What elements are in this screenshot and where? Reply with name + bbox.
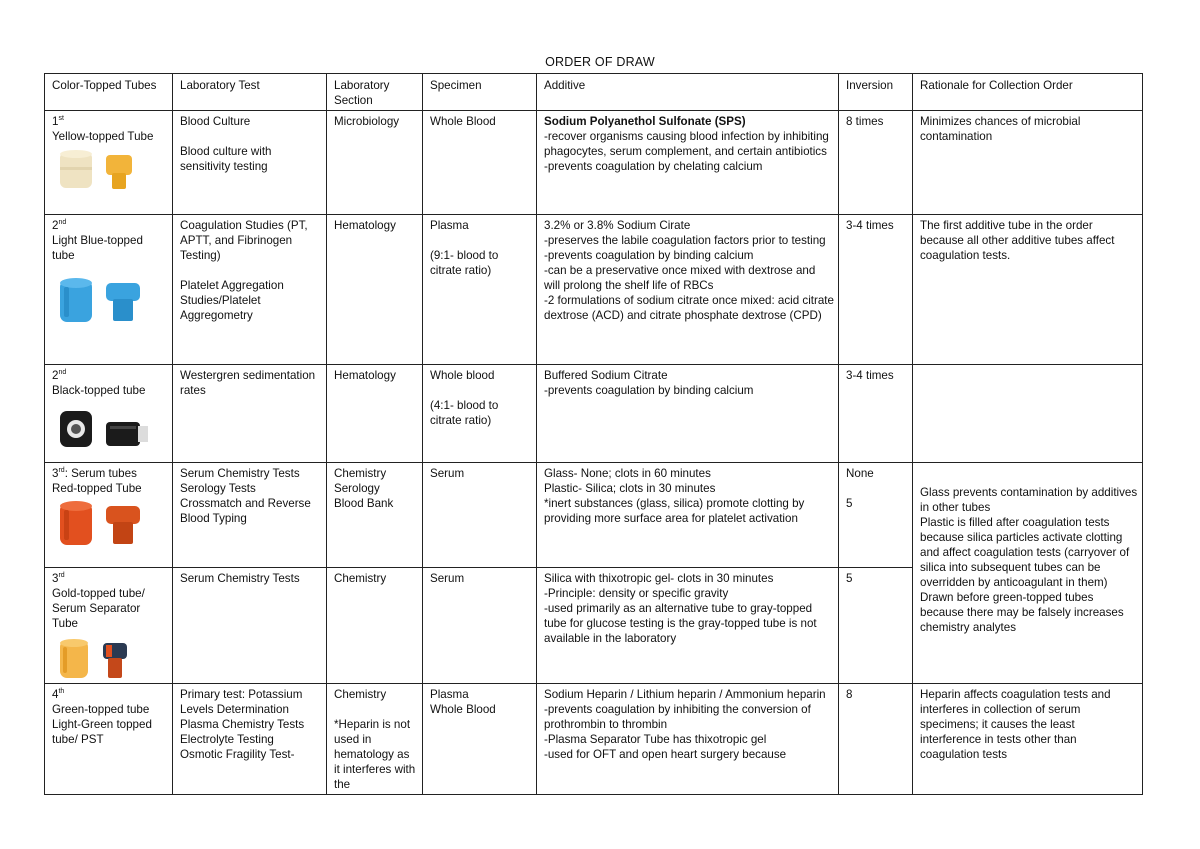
tube-cell: 2nd Black-topped tube: [45, 365, 173, 463]
specimen-cell: Serum: [423, 568, 537, 684]
laboratory-test-cell: Serum Chemistry Tests: [173, 568, 327, 684]
laboratory-section-cell: Hematology: [327, 365, 423, 463]
additive-cell: Buffered Sodium Citrate -prevents coagulation by binding calcium: [537, 365, 839, 463]
inversion-cell: None 5: [839, 463, 913, 568]
laboratory-test-cell: Serum Chemistry Tests Serology Tests Crossmatch and Reverse Blood Typing: [173, 463, 327, 568]
laboratory-test-cell: Primary test: Potassium Levels Determination Plasma Chemistry Tests Electrolyte Testing Osmotic Fragility Test-: [173, 684, 327, 795]
tube-cell: 4th Green-topped tube Light-Green topped tube/ PST: [45, 684, 173, 795]
rationale-cell: Glass prevents contamination by additives in other tubes Plastic is filled after coagulation tests because silica particles activate clotting and affect coagulation tests (carryover of silica into subsequent tubes can be overridden by anticoagulant in them) Drawn before green-topped tubes because there may be falsely increases chemistry analytes: [913, 463, 1143, 684]
specimen-cell: Whole blood (4:1- blood to citrate ratio): [423, 365, 537, 463]
specimen-cell: Plasma Whole Blood: [423, 684, 537, 795]
tube-cell: 1st Yellow-topped Tube: [45, 111, 173, 215]
table-row: [45, 365, 1143, 463]
additive-cell: Sodium Heparin / Lithium heparin / Ammonium heparin -prevents coagulation by inhibiting the conversion of prothrombin to thrombin -Plasma Separator Tube has thixotropic gel -used for OFT and open heart surgery because: [537, 684, 839, 795]
yellow-tube-cap-icon: [104, 153, 134, 191]
inversion-cell: 5: [839, 568, 913, 684]
rationale-cell: The first additive tube in the order because all other additive tubes affect coagulation tests.: [913, 215, 1143, 365]
header-additive: Additive: [537, 74, 839, 111]
additive-cell: Silica with thixotropic gel- clots in 30 minutes -Principle: density or specific gravity -used primarily as an alternative tube to gray-topped tube for glucose testing is the gray-topped tube is not available in the laboratory: [537, 568, 839, 684]
cream-tube-cap-icon: [56, 149, 96, 191]
tube-cell: 2nd Light Blue-topped tube: [45, 215, 173, 365]
rationale-cell: Minimizes chances of microbial contamination: [913, 111, 1143, 215]
red-tube-cap-icon: [56, 500, 96, 548]
additive-cell: Glass- None; clots in 60 minutes Plastic- Silica; clots in 30 minutes *inert substances (glass, silica) promote clotting by providing more surface area for platelet activation: [537, 463, 839, 568]
gold-tube-cap-side-icon: [100, 641, 130, 681]
header-specimen: Specimen: [423, 74, 537, 111]
specimen-cell: Whole Blood: [423, 111, 537, 215]
black-tube-cap-icon: [56, 408, 96, 450]
header-rationale: Rationale for Collection Order: [913, 74, 1143, 111]
header-laboratory-section: Laboratory Section: [327, 74, 423, 111]
red-tube-cap-side-icon: [104, 504, 142, 548]
laboratory-section-cell: Hematology: [327, 215, 423, 365]
laboratory-test-cell: Blood Culture Blood culture with sensitivity testing: [173, 111, 327, 215]
black-tube-cap-side-icon: [104, 418, 150, 450]
tube-cell: 3rd: Serum tubes Red-topped Tube: [45, 463, 173, 568]
additive-cell: Sodium Polyanethol Sulfonate (SPS) -recover organisms causing blood infection by inhibiting phagocytes, serum complement, and certain antibiotics -prevents coagulation by chelating calcium: [537, 111, 839, 215]
laboratory-section-cell: Microbiology: [327, 111, 423, 215]
additive-cell: 3.2% or 3.8% Sodium Cirate -preserves the labile coagulation factors prior to testing -prevents coagulation by binding calcium -can be a preservative once mixed with dextrose and will prolong the shelf life of RBCs -2 formulations of sodium citrate once mixed: acid citrate dextrose (ACD) and citrate phosphate dextrose (CPD): [537, 215, 839, 365]
table-header-row: [45, 74, 1143, 111]
specimen-cell: Plasma (9:1- blood to citrate ratio): [423, 215, 537, 365]
rationale-cell: Heparin affects coagulation tests and interferes in collection of serum specimens; it causes the least interference in tests other than coagulation tests: [913, 684, 1143, 795]
gold-tube-cap-icon: [56, 637, 92, 681]
laboratory-test-cell: Coagulation Studies (PT, APTT, and Fibrinogen Testing) Platelet Aggregation Studies/Platelet Aggregometry: [173, 215, 327, 365]
page-title: ORDER OF DRAW: [545, 55, 655, 69]
header-laboratory-test: Laboratory Test: [173, 74, 327, 111]
inversion-cell: 8: [839, 684, 913, 795]
laboratory-section-cell: Chemistry *Heparin is not used in hematology as it interferes with the: [327, 684, 423, 795]
header-inversion: Inversion: [839, 74, 913, 111]
laboratory-section-cell: Chemistry: [327, 568, 423, 684]
rationale-cell: [913, 365, 1143, 463]
inversion-cell: 8 times: [839, 111, 913, 215]
inversion-cell: 3-4 times: [839, 215, 913, 365]
light-blue-tube-cap-icon: [56, 277, 96, 325]
tube-cell: 3rd Gold-topped tube/ Serum Separator Tube: [45, 568, 173, 684]
laboratory-section-cell: Chemistry Serology Blood Bank: [327, 463, 423, 568]
table-row: [45, 684, 1143, 795]
header-tubes: Color-Topped Tubes: [45, 74, 173, 111]
order-of-draw-table: [44, 73, 1143, 795]
inversion-cell: 3-4 times: [839, 365, 913, 463]
table-row: [45, 215, 1143, 365]
light-blue-tube-cap-side-icon: [104, 281, 142, 325]
table-row: [45, 463, 1143, 568]
laboratory-test-cell: Westergren sedimentation rates: [173, 365, 327, 463]
specimen-cell: Serum: [423, 463, 537, 568]
table-row: [45, 111, 1143, 215]
